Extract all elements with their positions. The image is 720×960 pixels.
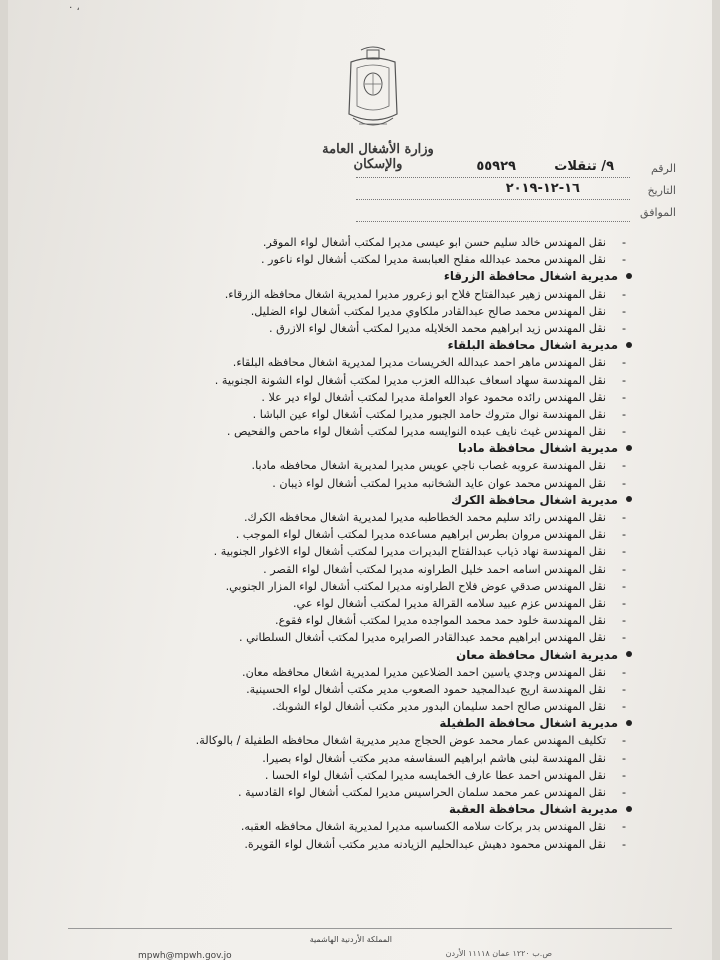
ref-row bbox=[356, 160, 676, 182]
dash-marker: - bbox=[621, 407, 626, 421]
dash-marker: - bbox=[621, 614, 626, 628]
ref-line bbox=[356, 177, 630, 178]
dash-marker: - bbox=[621, 390, 626, 404]
dash-marker: - bbox=[621, 321, 626, 335]
department-heading bbox=[48, 337, 632, 354]
department-name: مديرية اشغال محافظة الزرقاء bbox=[443, 269, 618, 284]
transfer-text: نقل المهندس رائد سليم محمد الخطاطبه مديرا لمديرية اشغال محافظه الكرك. bbox=[243, 511, 606, 524]
transfer-text: نقل المهندس مروان بطرس ابراهيم مساعده مديرا لمكتب أشغال لواء الموجب . bbox=[235, 528, 606, 542]
transfer-item bbox=[48, 354, 632, 371]
department-heading bbox=[48, 801, 632, 818]
transfer-text: نقل المهندس رائده محمود عواد العواملة مديرا لمكتب أشغال لواء دير علا . bbox=[261, 390, 606, 404]
bullet-icon bbox=[626, 720, 632, 726]
dash-marker: - bbox=[621, 528, 626, 542]
date-value: ١٦-١٢-٢٠١٩ bbox=[505, 181, 580, 196]
date-row bbox=[356, 182, 676, 204]
ref-number: ٥٥٩٢٩ bbox=[476, 159, 516, 174]
transfer-text: نقل المهندس وجدي ياسين احمد الضلاعين مديرا لمديرية اشغال محافظه معان. bbox=[242, 665, 606, 679]
transfer-text: نقل المهندس بدر بركات سلامه الكساسبه مديرا لمديرية اشغال محافظه العقبه. bbox=[240, 820, 606, 834]
transfer-text: نقل المهندس عمر محمد سلمان الحراسيس مديرا لمكتب أشغال لواء القادسية . bbox=[237, 786, 606, 799]
transfer-text: نقل المهندسة خلود حمد محمد المواجده مديرا لمكتب أشغال لواء فقوع. bbox=[275, 614, 606, 628]
dash-marker: - bbox=[621, 236, 626, 249]
dash-marker: - bbox=[621, 837, 626, 851]
transfer-item bbox=[48, 406, 632, 423]
transfer-list bbox=[48, 234, 632, 853]
transfer-text: نقل المهندس محمد عبدالله مفلح العبابسة مديرا لمكتب أشغال لواء ناعور . bbox=[260, 253, 606, 267]
dash-marker: - bbox=[621, 820, 626, 834]
dash-marker: - bbox=[621, 562, 626, 576]
transfer-text: تكليف المهندس عمار محمد عوض الحجاج مدير مديرية اشغال محافظه الطفيلة / بالوكالة. bbox=[195, 734, 606, 748]
transfer-item bbox=[48, 664, 632, 681]
dash-marker: - bbox=[621, 596, 626, 610]
transfer-item bbox=[48, 251, 632, 268]
transfer-item bbox=[48, 457, 632, 474]
transfer-item bbox=[48, 750, 632, 767]
transfer-item bbox=[48, 836, 632, 853]
dash-marker: - bbox=[621, 476, 626, 490]
department-name: مديرية اشغال محافظة مادبا bbox=[457, 441, 618, 456]
department-heading bbox=[48, 492, 632, 509]
corresponding-line bbox=[356, 221, 630, 222]
dash-marker: - bbox=[621, 511, 626, 524]
dash-marker: - bbox=[621, 631, 626, 645]
dash-marker: - bbox=[621, 425, 626, 439]
department-heading bbox=[48, 268, 632, 285]
bullet-icon bbox=[626, 342, 632, 348]
transfer-text: نقل المهندس محمد عوان عايد الشخانبه مديرا لمكتب أشغال لواء ذيبان . bbox=[272, 476, 606, 490]
transfer-text: نقل المهندسة سهاد اسعاف عبدالله العزب مديرا لمكتب أشغال لواء الشونة الجنوبية . bbox=[214, 373, 606, 387]
dash-marker: - bbox=[621, 459, 626, 473]
transfer-text: نقل المهندس غيث نايف عبده النوايسه مديرا لمكتب أشغال لواء ماحص والفحيص . bbox=[226, 425, 606, 439]
transfer-text: نقل المهندس زيد ابراهيم محمد الخلايله مديرا لمكتب أشغال لواء الازرق . bbox=[269, 321, 606, 335]
bullet-icon bbox=[626, 496, 632, 502]
transfer-item bbox=[48, 234, 632, 251]
transfer-text: نقل المهندس اسامه احمد خليل الطراونه مديرا لمكتب أشغال لواء القصر . bbox=[263, 562, 606, 576]
transfer-item bbox=[48, 389, 632, 406]
bullet-icon bbox=[626, 651, 632, 657]
transfer-text: نقل المهندسة اريج عبدالمجيد حمود الصعوب مدير مكتب أشغال لواء الحسينية. bbox=[246, 682, 606, 696]
department-name: مديرية اشغال محافظة الكرك bbox=[451, 492, 618, 507]
department-heading bbox=[48, 647, 632, 664]
transfer-item bbox=[48, 509, 632, 526]
date-line bbox=[356, 199, 630, 200]
transfer-item bbox=[48, 320, 632, 337]
dash-marker: - bbox=[621, 373, 626, 387]
department-name: مديرية اشغال محافظة البلقاء bbox=[447, 338, 618, 353]
transfer-item bbox=[48, 784, 632, 801]
reference-block bbox=[356, 160, 676, 226]
transfer-item bbox=[48, 818, 632, 835]
jordan-coat-of-arms-icon bbox=[343, 44, 403, 136]
ref-code: ٩/ تنقلات bbox=[554, 159, 614, 174]
transfer-item bbox=[48, 561, 632, 578]
transfer-text: نقل المهندس عزم عبيد سلامه القرالة مديرا لمكتب أشغال لواء عي. bbox=[292, 596, 606, 610]
bullet-icon bbox=[626, 445, 632, 451]
bullet-icon bbox=[626, 273, 632, 279]
transfer-item bbox=[48, 543, 632, 560]
transfer-text: نقل المهندسة عروبه غصاب ناجي عويس مديرا لمديرية اشغال محافظه مادبا. bbox=[251, 459, 606, 473]
dash-marker: - bbox=[621, 304, 626, 318]
department-name: مديرية اشغال محافظة الطفيلة bbox=[439, 716, 618, 731]
transfer-text: نقل المهندس احمد عطا عارف الخمايسه مديرا لمكتب أشغال لواء الحسا . bbox=[264, 768, 606, 782]
transfer-item bbox=[48, 595, 632, 612]
transfer-item bbox=[48, 303, 632, 320]
footer bbox=[68, 928, 672, 960]
transfer-item bbox=[48, 423, 632, 440]
transfer-item bbox=[48, 372, 632, 389]
corresponding-row bbox=[356, 204, 676, 226]
department-name: مديرية اشغال محافظة معان bbox=[456, 647, 618, 662]
document-page bbox=[8, 0, 712, 960]
corner-mark: ٠ ، bbox=[68, 2, 80, 13]
transfer-text: نقل المهندس ماهر احمد عبدالله الخريسات مديرا لمديرية اشغال محافظه البلقاء. bbox=[232, 356, 606, 370]
transfer-text: نقل المهندسة نهاد ذياب عبدالفتاح البديرات مديرا لمكتب أشغال لواء الاغوار الجنوبية . bbox=[213, 545, 606, 559]
transfer-text: نقل المهندس ابراهيم محمد عبدالقادر الصرايره مديرا لمكتب أشغال السلطاني . bbox=[238, 631, 606, 645]
transfer-item bbox=[48, 286, 632, 303]
dash-marker: - bbox=[621, 786, 626, 799]
dash-marker: - bbox=[621, 768, 626, 782]
footer-email: mpwh@mpwh.gov.jo bbox=[138, 951, 232, 960]
transfer-text: نقل المهندس خالد سليم حسن ابو عيسى مديرا لمكتب أشغال لواء الموقر. bbox=[262, 236, 606, 249]
transfer-text: نقل المهندس صالح احمد سليمان البدور مدير مكتب أشغال لواء الشوبك. bbox=[272, 700, 606, 714]
transfer-item bbox=[48, 681, 632, 698]
transfer-item bbox=[48, 767, 632, 784]
transfer-item bbox=[48, 732, 632, 749]
dash-marker: - bbox=[621, 751, 626, 765]
department-heading bbox=[48, 715, 632, 732]
dash-marker: - bbox=[621, 545, 626, 559]
ministry-name: وزارة الأشغال العامة والإسكان bbox=[322, 142, 434, 172]
dash-marker: - bbox=[621, 734, 626, 748]
transfer-item bbox=[48, 612, 632, 629]
corresponding-label: الموافق bbox=[640, 206, 676, 219]
dash-marker: - bbox=[621, 579, 626, 593]
transfer-item bbox=[48, 526, 632, 543]
footer-kingdom: المملكة الأردنية الهاشمية bbox=[309, 935, 392, 944]
ref-label: الرقم bbox=[650, 162, 676, 175]
department-name: مديرية اشغال محافظة العقبة bbox=[449, 802, 618, 817]
dash-marker: - bbox=[621, 682, 626, 696]
transfer-item bbox=[48, 578, 632, 595]
transfer-item bbox=[48, 629, 632, 646]
transfer-text: نقل المهندسة نوال متروك حامد الجبور مديرا لمكتب أشغال لواء عين الباشا . bbox=[252, 407, 606, 421]
dash-marker: - bbox=[621, 665, 626, 679]
bullet-icon bbox=[626, 806, 632, 812]
transfer-text: نقل المهندس محمد صالح عبدالقادر ملكاوي مديرا لمكتب أشغال لواء الضليل. bbox=[250, 304, 606, 318]
transfer-item bbox=[48, 698, 632, 715]
date-label: التاريخ bbox=[647, 184, 676, 197]
transfer-text: نقل المهندسة لبنى هاشم ابراهيم السفاسفه مدير مكتب أشغال لواء بصيرا. bbox=[262, 751, 606, 765]
department-heading bbox=[48, 440, 632, 457]
transfer-text: نقل المهندس زهير عبدالفتاح فلاح ابو زعرور مديرا لمديرية اشغال محافظه الزرقاء. bbox=[224, 287, 606, 301]
transfer-text: نقل المهندس صدقي عوض فلاح الطراونه مديرا لمكتب أشغال لواء المزار الجنوبي. bbox=[225, 579, 606, 593]
dash-marker: - bbox=[621, 700, 626, 714]
dash-marker: - bbox=[621, 253, 626, 267]
dash-marker: - bbox=[621, 356, 626, 370]
dash-marker: - bbox=[621, 287, 626, 301]
transfer-text: نقل المهندس محمود دهيش عبدالحليم الزيادنه مدير مكتب أشغال لواء القويرة. bbox=[244, 837, 606, 851]
footer-address: ص.ب ١٢٢٠ عمان ١١١١٨ الأردن bbox=[445, 949, 552, 958]
transfer-item bbox=[48, 475, 632, 492]
